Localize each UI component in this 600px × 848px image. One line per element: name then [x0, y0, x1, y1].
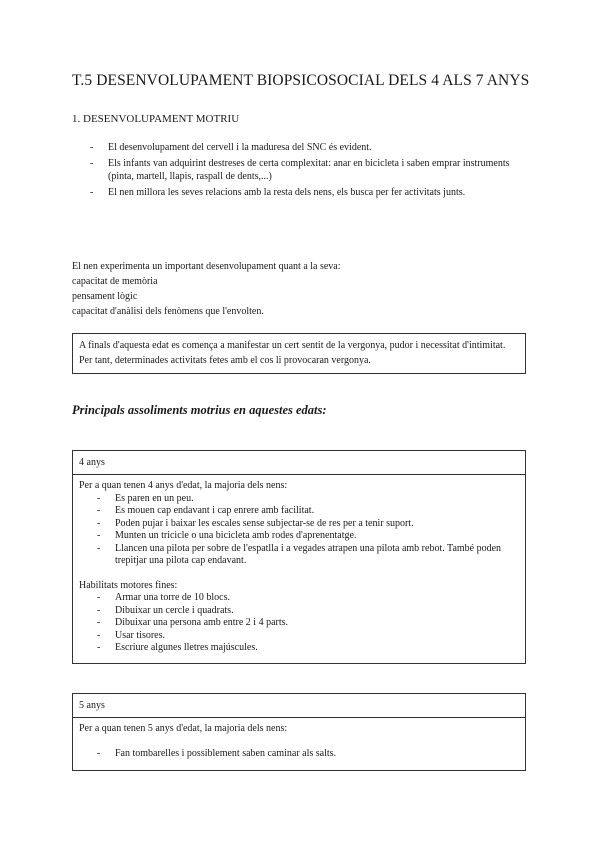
age-5-body [73, 718, 525, 765]
age-4-body [73, 475, 525, 660]
capacity-paragraph [72, 259, 341, 319]
list-item: - Es paren en un peu. [79, 493, 519, 506]
age-4-label: 4 anys [73, 451, 525, 475]
shame-note-box: A finals d'aquesta edat es comença a manifestar un cert sentit de la vergonya, pudor i necessitat d'intimitat. Per tant, determinades activitats fetes amb el cos li provocaran vergonya. [72, 333, 526, 374]
capacity-intro: El nen experimenta un important desenvolupament quant a la seva: [72, 261, 341, 272]
age-5-intro: Per a quan tenen 5 anys d'edat, la majoria dels nens: [79, 723, 288, 734]
document-title: T.5 DESENVOLUPAMENT BIOPSICOSOCIAL DELS 4 ALS 7 ANYS [72, 72, 530, 89]
section-heading-motor-development: 1. DESENVOLUPAMENT MOTRIU [72, 113, 240, 125]
age-4-intro: Per a quan tenen 4 anys d'edat, la majoria dels nens: [79, 480, 288, 491]
list-item: - Llancen una pilota per sobre de l'espatlla i a vegades atrapen una pilota amb rebot. També poden trepitjar una pilota cap endavant. [79, 543, 519, 568]
list-item: - Dibuixar una persona amb entre 2 i 4 parts. [79, 617, 519, 630]
list-item: - Es mouen cap endavant i cap enrere amb facilitat. [79, 505, 519, 518]
list-item: - Munten un tricicle o una bicicleta amb rodes d'aprenentatge. [79, 530, 519, 543]
list-item: - Fan tombarelles i possiblement saben caminar als salts. [79, 748, 519, 761]
list-item: - Poden pujar i baixar les escales sense subjectar-se de res per a tenir suport. [79, 518, 519, 531]
list-item: - Escriure algunes lletres majúscules. [79, 642, 519, 655]
list-item: - Dibuixar un cercle i quadrats. [79, 605, 519, 618]
motor-development-list [72, 141, 512, 201]
list-item: - Armar una torre de 10 blocs. [79, 592, 519, 605]
list-item: - El desenvolupament del cervell i la maduresa del SNC és evident. [72, 141, 512, 155]
list-item: - Els infants van adquirint destreses de certa complexitat: anar en bicicleta i saben emprar instruments (pinta, martell, llapis, raspall de dents,...) [72, 157, 512, 184]
achievements-heading: Principals assoliments motrius en aquestes edats: [72, 403, 327, 417]
capacity-item: capacitat de memòria [72, 276, 158, 287]
fine-motor-title: Habilitats motores fines: [79, 579, 178, 591]
age-5-list [79, 748, 519, 761]
age-5-label: 5 anys [73, 694, 525, 718]
age-4-fine-list [79, 592, 519, 655]
list-item: - El nen millora les seves relacions amb la resta dels nens, els busca per fer activitats junts. [72, 186, 512, 200]
age-4-gross-list [79, 493, 519, 568]
capacity-item: pensament lògic [72, 291, 138, 302]
age-4-table [72, 450, 526, 664]
list-item: - Usar tisores. [79, 630, 519, 643]
capacity-item: capacitat d'anàlisi dels fenòmens que l'envolten. [72, 306, 264, 317]
age-5-table [72, 693, 526, 771]
